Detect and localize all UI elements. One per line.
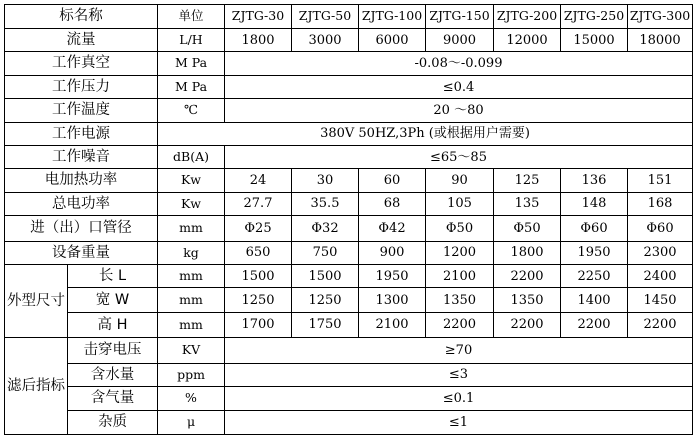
spec-table	[4, 4, 693, 435]
value-cell: 27.7	[225, 192, 292, 215]
merged-value-cell: ≤3	[225, 363, 693, 386]
table-row	[5, 29, 693, 51]
table-row	[5, 288, 693, 312]
row-unit: ℃	[158, 99, 225, 122]
row-unit: dB(A)	[158, 146, 225, 169]
value-cell: Φ32	[292, 216, 359, 241]
value-cell: Φ50	[426, 216, 494, 241]
row-label: 高 H	[68, 312, 158, 337]
value-cell: 1200	[426, 241, 494, 264]
value-cell: 900	[359, 241, 426, 264]
row-unit: M Pa	[158, 51, 225, 75]
value-cell: Φ25	[225, 216, 292, 241]
row-unit: Kw	[158, 169, 225, 192]
header-unit: 单位	[158, 5, 225, 29]
value-cell: 1400	[561, 288, 628, 312]
value-cell: 30	[292, 169, 359, 192]
row-unit: mm	[158, 288, 225, 312]
row-unit: M Pa	[158, 76, 225, 99]
value-cell: 1250	[225, 288, 292, 312]
value-cell: 2300	[628, 241, 693, 264]
value-cell: 1800	[494, 241, 561, 264]
row-unit: KV	[158, 338, 225, 363]
table-row	[5, 146, 693, 169]
value-cell: 1700	[225, 312, 292, 337]
row-unit: kg	[158, 241, 225, 264]
table-row	[5, 51, 693, 75]
value-cell: 136	[561, 169, 628, 192]
value-cell: Φ42	[359, 216, 426, 241]
model-cell: ZJTG-30	[225, 5, 292, 29]
merged-value-cell: ≤1	[225, 411, 693, 435]
row-label: 工作电源	[5, 122, 158, 145]
value-cell: 2200	[561, 312, 628, 337]
value-cell: 1500	[225, 264, 292, 287]
value-cell: 18000	[628, 29, 693, 51]
value-cell: 1250	[292, 288, 359, 312]
table-row	[5, 411, 693, 435]
value-cell: 1500	[292, 264, 359, 287]
value-cell: 3000	[292, 29, 359, 51]
row-unit: μ	[158, 411, 225, 435]
row-unit: L/H	[158, 29, 225, 51]
value-cell: 125	[494, 169, 561, 192]
value-cell: 151	[628, 169, 693, 192]
value-cell: 1950	[359, 264, 426, 287]
model-cell: ZJTG-150	[426, 5, 494, 29]
row-label: 含水量	[68, 363, 158, 386]
table-row	[5, 241, 693, 264]
value-cell: 2200	[494, 264, 561, 287]
value-cell: 1950	[561, 241, 628, 264]
model-cell: ZJTG-200	[494, 5, 561, 29]
value-cell: 168	[628, 192, 693, 215]
merged-value-cell: ≥70	[225, 338, 693, 363]
row-label: 工作噪音	[5, 146, 158, 169]
value-cell: 2200	[494, 312, 561, 337]
value-cell: 1350	[426, 288, 494, 312]
value-cell: Φ60	[628, 216, 693, 241]
table-row	[5, 216, 693, 241]
value-cell: Φ60	[561, 216, 628, 241]
row-unit: mm	[158, 312, 225, 337]
table-row	[5, 192, 693, 215]
value-cell: 135	[494, 192, 561, 215]
value-cell: 105	[426, 192, 494, 215]
value-cell: 2100	[359, 312, 426, 337]
merged-value-cell: ≤65～85	[225, 146, 693, 169]
merged-value-cell: ≤0.4	[225, 76, 693, 99]
value-cell: 9000	[426, 29, 494, 51]
table-row	[5, 99, 693, 122]
value-cell: 68	[359, 192, 426, 215]
row-label: 设备重量	[5, 241, 158, 264]
table-row	[5, 169, 693, 192]
table-row	[5, 363, 693, 386]
row-label: 总电功率	[5, 192, 158, 215]
row-unit: %	[158, 387, 225, 411]
row-label: 宽 W	[68, 288, 158, 312]
value-cell: Φ50	[494, 216, 561, 241]
row-unit: ppm	[158, 363, 225, 386]
row-unit: Kw	[158, 192, 225, 215]
table-row	[5, 312, 693, 337]
value-cell: 750	[292, 241, 359, 264]
value-cell: 90	[426, 169, 494, 192]
merged-value-cell: 380V 50HZ,3Ph (或根据用户需要)	[158, 122, 693, 145]
value-cell: 6000	[359, 29, 426, 51]
value-cell: 12000	[494, 29, 561, 51]
filter-group-label: 滤后指标	[5, 338, 68, 435]
row-label: 工作真空	[5, 51, 158, 75]
header-name: 标名称	[5, 5, 158, 29]
value-cell: 1350	[494, 288, 561, 312]
row-label: 杂质	[68, 411, 158, 435]
model-cell: ZJTG-100	[359, 5, 426, 29]
merged-value-cell: -0.08～-0.099	[225, 51, 693, 75]
value-cell: 2100	[426, 264, 494, 287]
row-label: 流量	[5, 29, 158, 51]
row-label: 击穿电压	[68, 338, 158, 363]
row-label: 电加热功率	[5, 169, 158, 192]
table-row	[5, 76, 693, 99]
value-cell: 35.5	[292, 192, 359, 215]
merged-value-cell: 20 ～80	[225, 99, 693, 122]
value-cell: 2250	[561, 264, 628, 287]
table-row	[5, 264, 693, 287]
row-label: 工作压力	[5, 76, 158, 99]
model-cell: ZJTG-300	[628, 5, 693, 29]
table-row	[5, 387, 693, 411]
value-cell: 2200	[426, 312, 494, 337]
value-cell: 2200	[628, 312, 693, 337]
value-cell: 2400	[628, 264, 693, 287]
row-label: 进（出）口管径	[5, 216, 158, 241]
value-cell: 1300	[359, 288, 426, 312]
value-cell: 15000	[561, 29, 628, 51]
table-row	[5, 338, 693, 363]
row-unit: mm	[158, 264, 225, 287]
dims-group-label: 外型尺寸	[5, 264, 68, 337]
row-label: 含气量	[68, 387, 158, 411]
value-cell: 1750	[292, 312, 359, 337]
header-row	[5, 5, 693, 29]
table-row	[5, 122, 693, 145]
value-cell: 24	[225, 169, 292, 192]
row-label: 工作温度	[5, 99, 158, 122]
row-unit: mm	[158, 216, 225, 241]
row-label: 长 L	[68, 264, 158, 287]
value-cell: 650	[225, 241, 292, 264]
model-cell: ZJTG-250	[561, 5, 628, 29]
value-cell: 1800	[225, 29, 292, 51]
value-cell: 1450	[628, 288, 693, 312]
value-cell: 148	[561, 192, 628, 215]
model-cell: ZJTG-50	[292, 5, 359, 29]
value-cell: 60	[359, 169, 426, 192]
merged-value-cell: ≤0.1	[225, 387, 693, 411]
